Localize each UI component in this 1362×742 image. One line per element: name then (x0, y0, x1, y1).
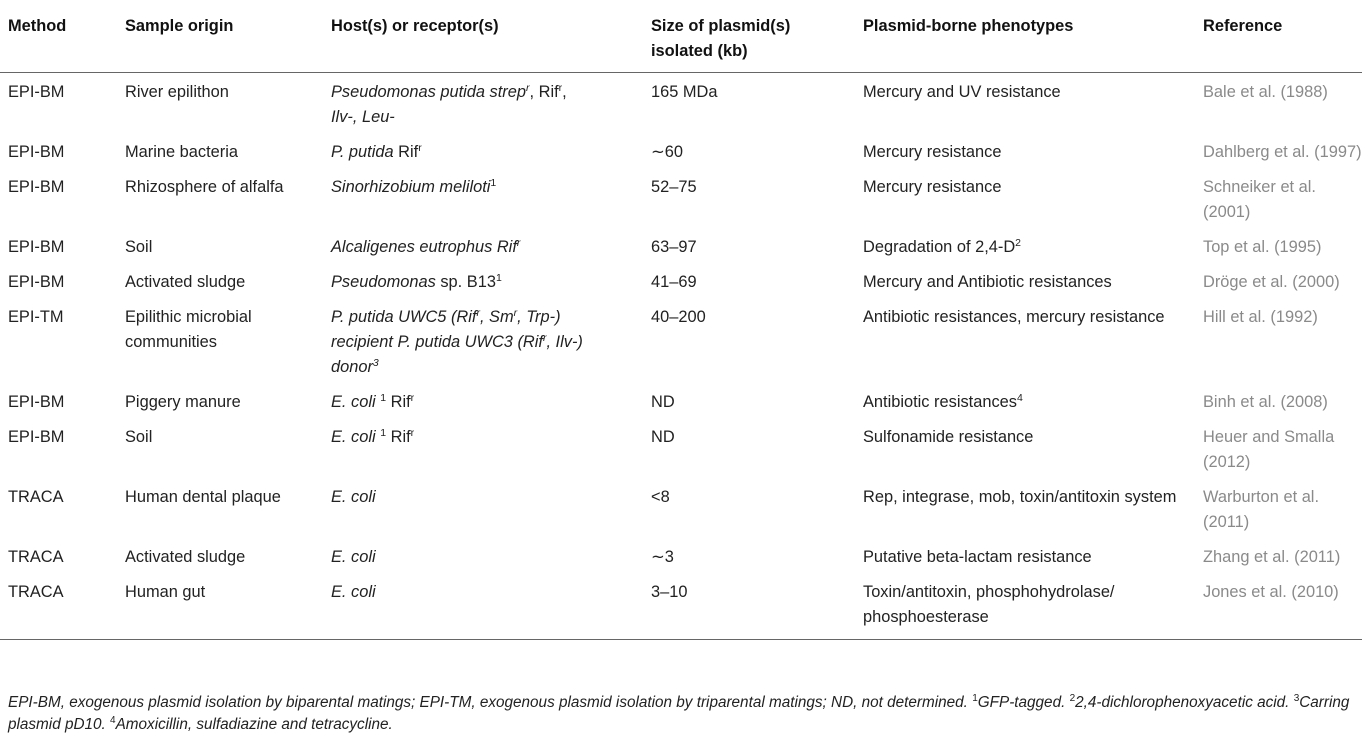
cell-host: Pseudomonas putida strep$^r$, Rif$^r$, Ilv-, Leu- (331, 82, 567, 126)
table-row (0, 263, 1362, 298)
cell-method: EPI-BM (8, 178, 65, 196)
cell-reference: Binh et al. (2008) (1203, 393, 1328, 411)
cell-phenotype: Rep, integrase, mob, toxin/antitoxin system (863, 488, 1177, 506)
cell-method: TRACA (8, 548, 64, 566)
header-reference: Reference (1197, 3, 1362, 73)
cell-origin: Piggery manure (125, 393, 241, 411)
cell-phenotype: Antibiotic resistances$^4$ (863, 392, 1023, 411)
cell-host: Pseudomonas sp. $B13^1$ (331, 272, 502, 291)
cell-reference: Schneiker et al. (2001) (1203, 178, 1316, 221)
cell-host: Sinorhizobium meliloti$^1$ (331, 177, 497, 196)
header-method: Method (0, 3, 117, 73)
cell-method: EPI-TM (8, 308, 64, 326)
cell-phenotype: Antibiotic resistances, mercury resistance (863, 308, 1165, 326)
cell-size: ND (651, 393, 675, 411)
cell-origin: Human dental plaque (125, 488, 281, 506)
cell-reference: Dröge et al. (2000) (1203, 273, 1340, 291)
cell-phenotype: Toxin/antitoxin, phosphohydrolase/ phosphoesterase (855, 573, 1197, 640)
cell-method: EPI-BM (8, 143, 65, 161)
cell-method: EPI-BM (8, 273, 65, 291)
cell-origin: Activated sludge (125, 273, 246, 291)
cell-phenotype: Sulfonamide resistance (863, 428, 1034, 446)
cell-size: 63–97 (651, 238, 697, 256)
cell-size: 41–69 (651, 273, 697, 291)
cell-method: TRACA (8, 488, 64, 506)
header-sample-origin: Sample origin (117, 3, 323, 73)
cell-host: P. putida Rif$^r$ (331, 142, 422, 161)
cell-host: Alcaligenes eutrophus Rif$^r$ (331, 237, 521, 256)
cell-reference: Jones et al. (2010) (1197, 573, 1362, 640)
cell-origin: Soil (125, 428, 153, 446)
cell-origin: Marine bacteria (125, 143, 238, 161)
cell-method: TRACA (0, 573, 117, 640)
cell-size: <8 (651, 488, 670, 506)
header-phenotypes: Plasmid-borne phenotypes (855, 3, 1197, 73)
cell-phenotype: Putative beta-lactam resistance (863, 548, 1092, 566)
cell-host: E. coli (331, 488, 376, 506)
cell-reference: Heuer and Smalla (2012) (1203, 428, 1335, 471)
table-row (0, 168, 1362, 228)
cell-phenotype: Mercury resistance (863, 178, 1002, 196)
header-plasmid-size: Size of plasmid(s) isolated (kb) (643, 3, 855, 73)
cell-host: E. coli $^1$ Rif$^r$ (331, 392, 415, 411)
cell-phenotype: Degradation of $2,4-D^2$ (863, 237, 1022, 256)
table-row (0, 228, 1362, 263)
cell-reference: Dahlberg et al. (1997) (1203, 143, 1362, 161)
cell-reference: Bale et al. (1988) (1203, 83, 1328, 101)
cell-host: E. coli (331, 548, 376, 566)
table-row (0, 73, 1362, 134)
table-header (0, 3, 1362, 73)
cell-reference: Hill et al. (1992) (1203, 308, 1318, 326)
cell-host: E. coli (323, 573, 643, 640)
cell-origin: River epilithon (125, 83, 229, 101)
plasmid-isolation-table (0, 3, 1362, 640)
table-row (0, 298, 1362, 383)
cell-origin: Soil (125, 238, 153, 256)
header-host: Host(s) or receptor(s) (323, 3, 643, 73)
cell-size: ∼3 (651, 548, 674, 566)
cell-reference: Warburton et al. (2011) (1203, 488, 1319, 531)
cell-size: 40–200 (651, 308, 706, 326)
cell-phenotype: Mercury and UV resistance (863, 83, 1061, 101)
cell-origin: Epilithic microbial communities (125, 308, 252, 351)
table-row (0, 538, 1362, 573)
cell-origin: Human gut (117, 573, 323, 640)
cell-phenotype: Mercury and Antibiotic resistances (863, 273, 1112, 291)
cell-origin: Activated sludge (125, 548, 246, 566)
cell-reference: Top et al. (1995) (1203, 238, 1322, 256)
cell-method: EPI-BM (8, 83, 65, 101)
cell-method: EPI-BM (8, 238, 65, 256)
cell-size: 52–75 (651, 178, 697, 196)
cell-size: ND (651, 428, 675, 446)
table-row (0, 133, 1362, 168)
table-row (0, 573, 1362, 640)
table-footnote: EPI-BM, exogenous plasmid isolation by biparental matings; EPI-TM, exogenous plasmid isolation by triparental matings; ND, not determined. $^1$GFP-tagged. $^2$2,4-dichlorophenoxyacetic acid. $^3$Carring plasmid pD10. $^4$Amoxicillin, sulfadiazine and tetracycline. (8, 693, 1350, 733)
table-row (0, 418, 1362, 478)
cell-phenotype: Mercury resistance (863, 143, 1002, 161)
table-row (0, 478, 1362, 538)
cell-size: 3–10 (643, 573, 855, 640)
cell-size: ∼60 (651, 143, 683, 161)
cell-method: EPI-BM (8, 393, 65, 411)
cell-reference: Zhang et al. (2011) (1203, 548, 1341, 566)
table-body (0, 73, 1362, 640)
cell-origin: Rhizosphere of alfalfa (125, 178, 284, 196)
table-row (0, 383, 1362, 418)
header-row (0, 3, 1362, 73)
cell-host: E. coli $^1$ Rif$^r$ (331, 427, 415, 446)
cell-method: EPI-BM (8, 428, 65, 446)
cell-size: 165 MDa (651, 83, 718, 101)
cell-host: P. putida UWC5 (Rif$^r$, Sm$^r$, Trp-) recipient P. putida UWC3 (Rif$^r$, Ilv-) donor$^3$ (331, 307, 583, 376)
